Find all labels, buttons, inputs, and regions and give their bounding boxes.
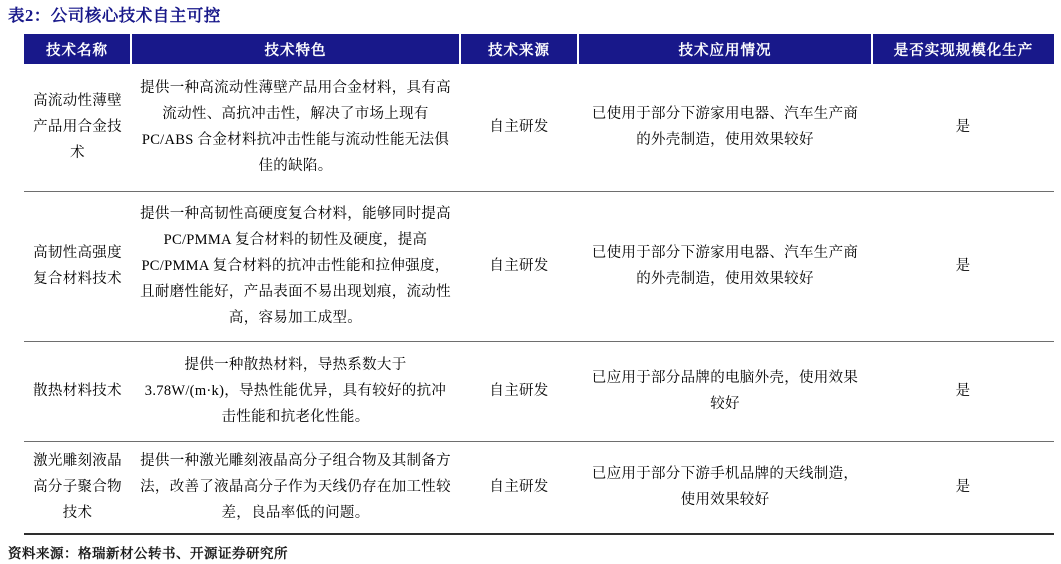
tech-feature-cell: 提供一种高流动性薄壁产品用合金材料，具有高流动性、高抗冲击性，解决了市场上现有 PC/ABS 合金材料抗冲击性能与流动性能无法俱佳的缺陷。 xyxy=(131,64,460,191)
col-header-scaled-production: 是否实现规模化生产 xyxy=(872,34,1054,64)
table-row xyxy=(24,341,1054,441)
scaled-production-cell: 是 xyxy=(872,191,1054,341)
tech-name-cell: 激光雕刻液晶高分子聚合物技术 xyxy=(24,441,131,534)
col-header-tech-feature: 技术特色 xyxy=(131,34,460,64)
tech-source-cell: 自主研发 xyxy=(460,441,578,534)
tech-feature-cell: 提供一种激光雕刻液晶高分子组合物及其制备方法，改善了液晶高分子作为天线仍存在加工性较差，良品率低的问题。 xyxy=(131,441,460,534)
scaled-production-cell: 是 xyxy=(872,441,1054,534)
tech-application-cell: 已使用于部分下游家用电器、汽车生产商的外壳制造，使用效果较好 xyxy=(578,191,872,341)
scaled-production-cell: 是 xyxy=(872,64,1054,191)
core-technology-table xyxy=(24,34,1054,535)
tech-source-cell: 自主研发 xyxy=(460,341,578,441)
table-row xyxy=(24,441,1054,534)
table-row xyxy=(24,191,1054,341)
tech-application-cell: 已应用于部分品牌的电脑外壳，使用效果较好 xyxy=(578,341,872,441)
table-row xyxy=(24,64,1054,191)
tech-application-cell: 已应用于部分下游手机品牌的天线制造，使用效果较好 xyxy=(578,441,872,534)
tech-feature-cell: 提供一种散热材料，导热系数大于 3.78W/(m·k)，导热性能优异，具有较好的抗冲击性能和抗老化性能。 xyxy=(131,341,460,441)
tech-feature-cell: 提供一种高韧性高硬度复合材料，能够同时提高 PC/PMMA 复合材料的韧性及硬度，提高 PC/PMMA 复合材料的抗冲击性能和拉伸强度，且耐磨性能好，产品表面不易出现划痕，流动性高，容易加工成型。 xyxy=(131,191,460,341)
tech-name-cell: 高流动性薄壁产品用合金技术 xyxy=(24,64,131,191)
tech-name-cell: 散热材料技术 xyxy=(24,341,131,441)
col-header-tech-source: 技术来源 xyxy=(460,34,578,64)
col-header-tech-application: 技术应用情况 xyxy=(578,34,872,64)
tech-source-cell: 自主研发 xyxy=(460,64,578,191)
data-source-note: 资料来源：格瑞新材公转书、开源证券研究所 xyxy=(8,546,288,561)
scaled-production-cell: 是 xyxy=(872,341,1054,441)
tech-name-cell: 高韧性高强度复合材料技术 xyxy=(24,191,131,341)
col-header-tech-name: 技术名称 xyxy=(24,34,131,64)
table-header-row xyxy=(24,34,1054,64)
table-title: 表2：公司核心技术自主可控 xyxy=(8,6,221,25)
tech-source-cell: 自主研发 xyxy=(460,191,578,341)
tech-application-cell: 已使用于部分下游家用电器、汽车生产商的外壳制造，使用效果较好 xyxy=(578,64,872,191)
